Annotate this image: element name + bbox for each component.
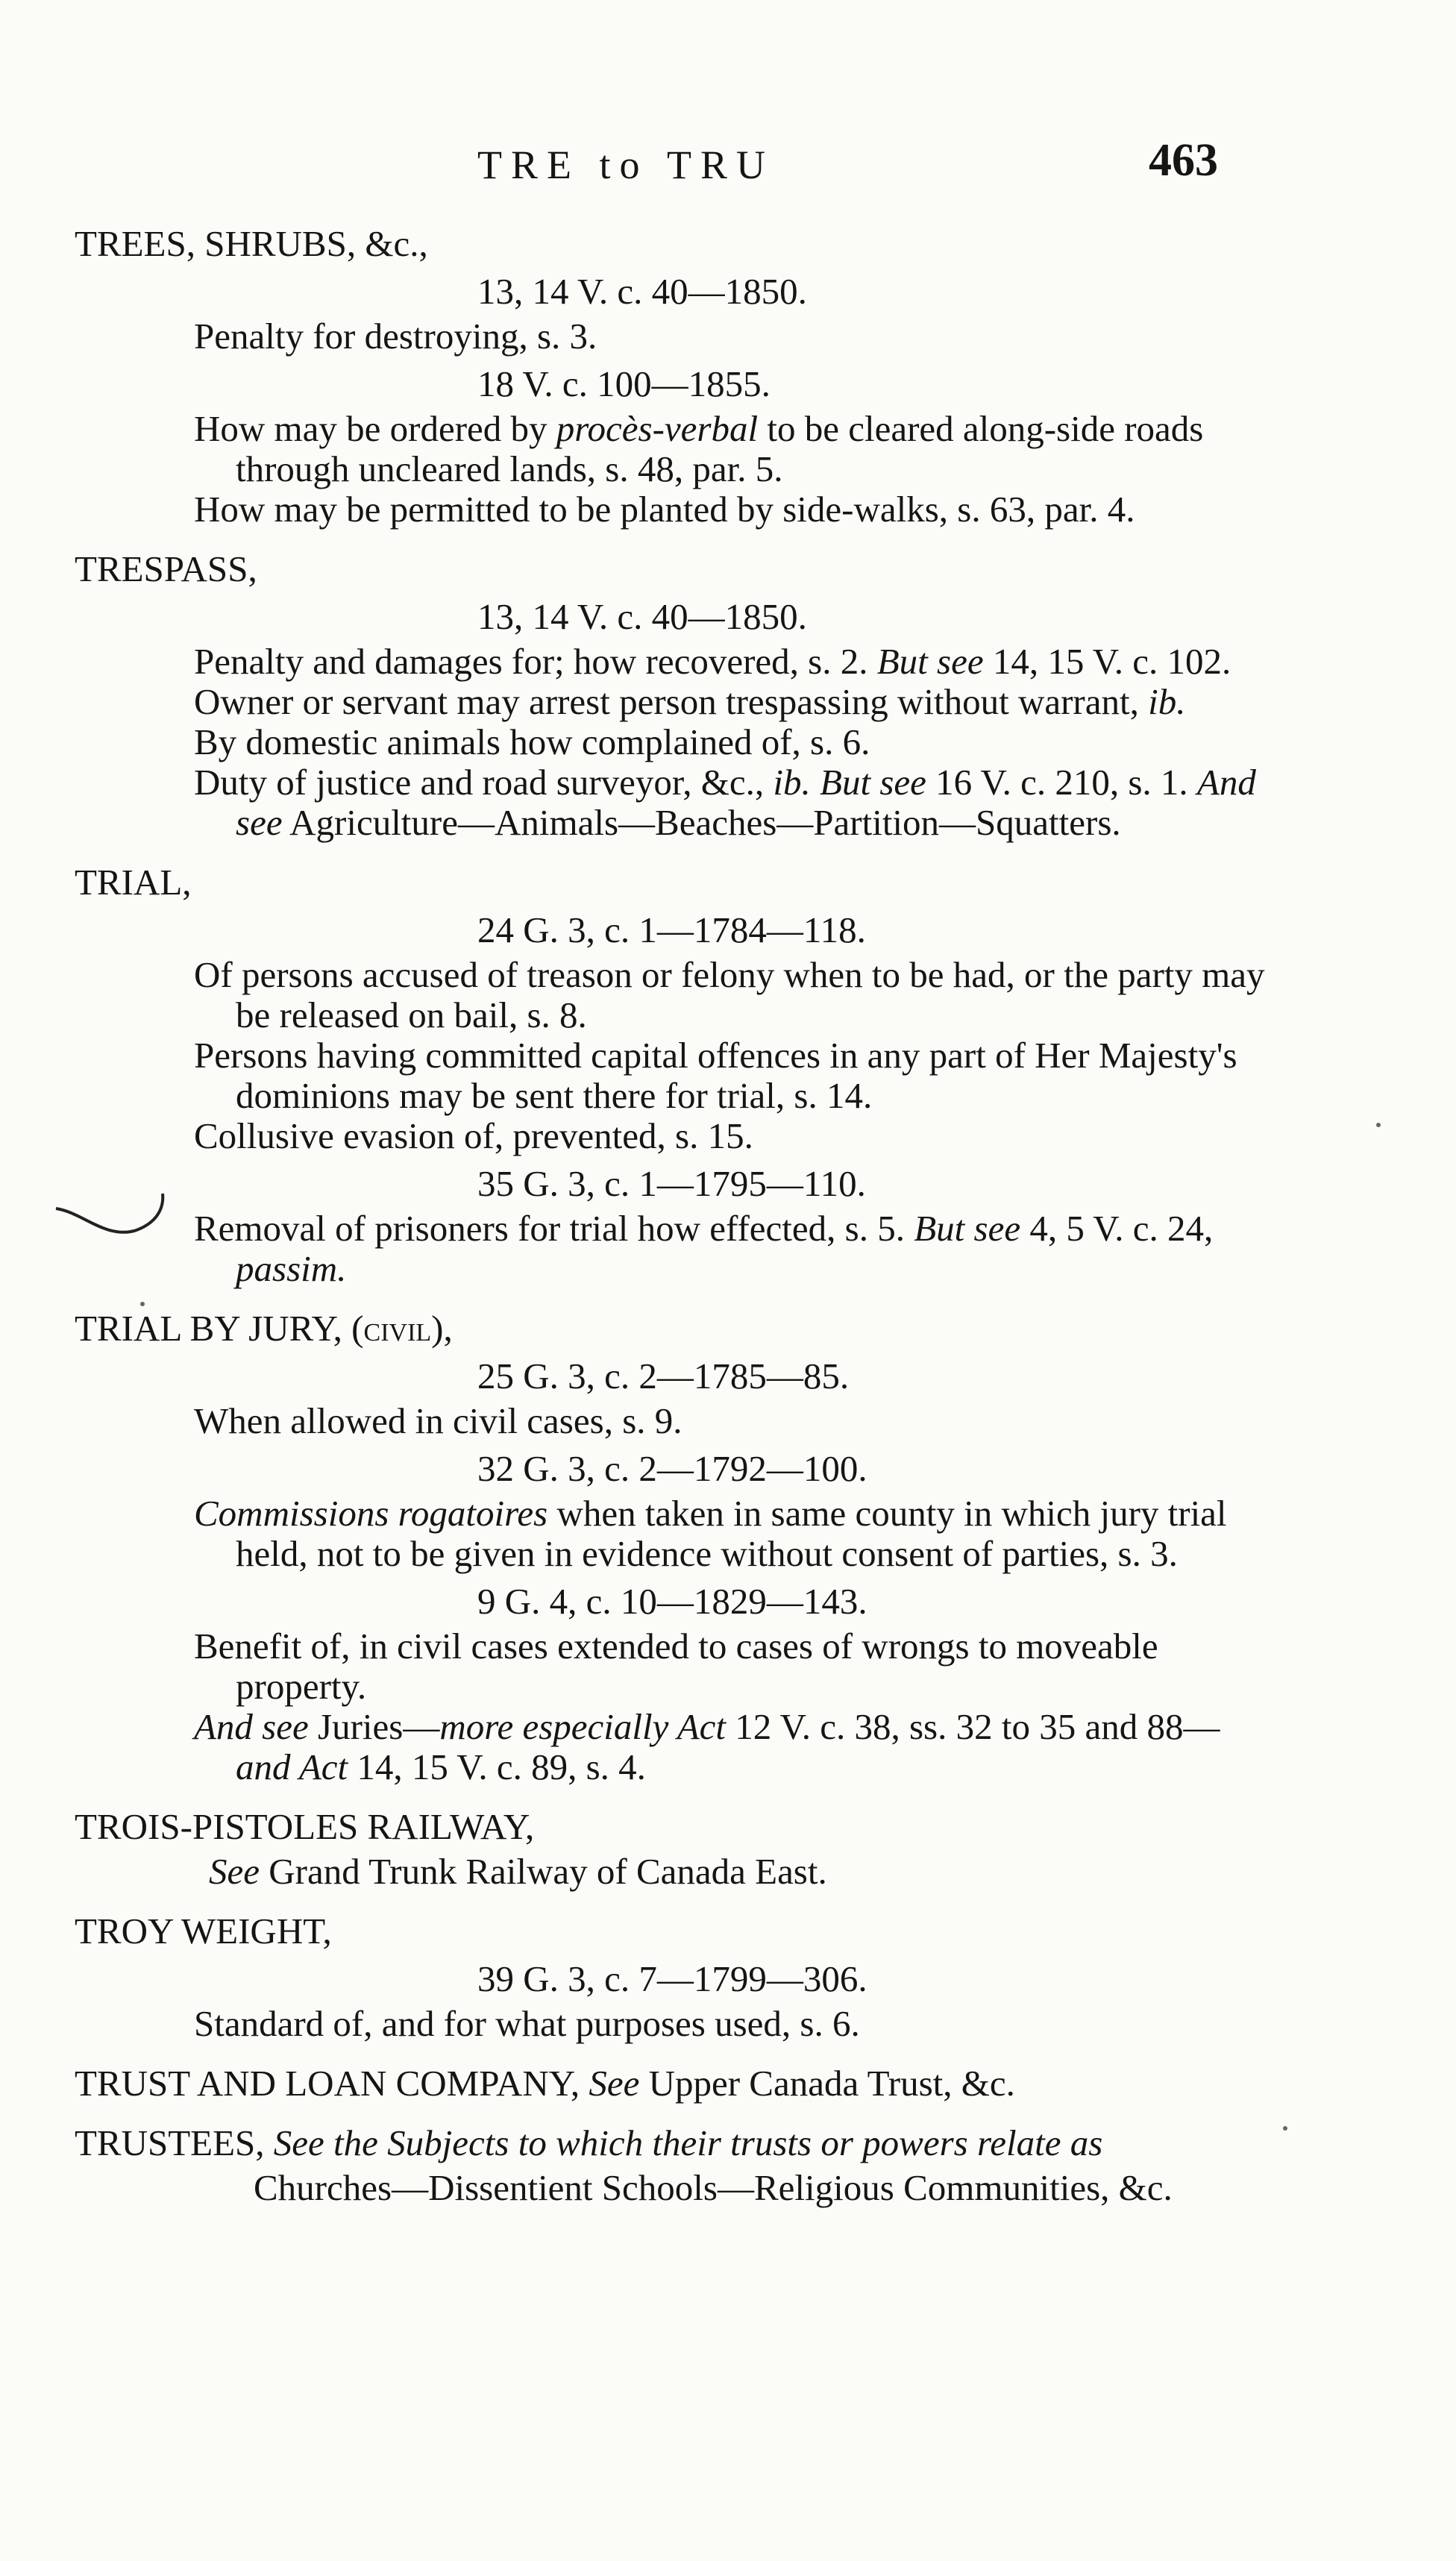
entry-heading: TRIAL BY JURY, (civil), [75, 1308, 453, 1349]
entry-trees [75, 224, 1268, 530]
entry-item: Standard of, and for what purposes used, s. 6. [194, 2003, 860, 2044]
entry-item: And see Juries—more especially Act 12 V. c. 38, ss. 32 to 35 and 88—and Act 14, 15 V. c. 89, s. 4. [194, 1706, 1220, 1787]
entry-item: Removal of prisoners for trial how effected, s. 5. But see 4, 5 V. c. 24, passim. [194, 1208, 1214, 1289]
statute-reference: 35 G. 3, c. 1—1795—110. [477, 1163, 866, 1204]
ink-speck [1376, 1123, 1381, 1127]
entry-item: Persons having committed capital offences in any part of Her Majesty's dominions may be sent there for trial, s. 14. [194, 1035, 1237, 1116]
statute-reference: 18 V. c. 100—1855. [477, 363, 771, 404]
statute-reference: 39 G. 3, c. 7—1799—306. [477, 1958, 867, 1999]
ink-speck [1283, 2126, 1287, 2131]
entry-item: Penalty for destroying, s. 3. [194, 316, 597, 357]
entry-item: Commissions rogatoires when taken in same county in which jury trial held, not to be given in evidence without consent of parties, s. 3. [194, 1493, 1227, 1574]
entry-trial-by-jury [75, 1308, 1268, 1787]
statute-reference: 9 G. 4, c. 10—1829—143. [477, 1581, 867, 1622]
entry-trois-pistoles-railway [75, 1807, 1268, 1892]
entry-trust-and-loan-company [75, 2063, 1268, 2104]
entry-item: Collusive evasion of, prevented, s. 15. [194, 1115, 753, 1156]
page-number: 463 [1149, 135, 1218, 186]
entry-troy-weight [75, 1911, 1268, 2044]
statute-reference: 32 G. 3, c. 2—1792—100. [477, 1448, 867, 1489]
entry-item: Penalty and damages for; how recovered, s. 2. But see 14, 15 V. c. 102. [194, 641, 1231, 682]
entry-heading-continued: Churches—Dissentient Schools—Religious Communities, &c. [254, 2167, 1173, 2208]
entry-heading: TREES, SHRUBS, &c., [75, 223, 428, 264]
statute-reference: 25 G. 3, c. 2—1785—85. [477, 1355, 850, 1397]
entry-heading: TRUST AND LOAN COMPANY, See Upper Canada Trust, &c. [75, 2063, 1015, 2104]
statute-reference: 13, 14 V. c. 40—1850. [477, 596, 807, 637]
entry-trustees [75, 2123, 1268, 2208]
entry-heading: TROY WEIGHT, [75, 1910, 332, 1952]
entry-item: By domestic animals how complained of, s. 6. [194, 721, 870, 762]
entry-trespass [75, 549, 1268, 843]
running-head [0, 112, 1456, 187]
entry-heading: TROIS-PISTOLES RAILWAY, [75, 1806, 535, 1847]
entry-item: Of persons accused of treason or felony when to be had, or the party may be released on bail, s. 8. [194, 954, 1265, 1035]
statute-reference: 13, 14 V. c. 40—1850. [477, 271, 807, 312]
entry-heading: TRUSTEES, See the Subjects to which their trusts or powers relate as [75, 2122, 1103, 2163]
entry-item: How may be permitted to be planted by side-walks, s. 63, par. 4. [194, 489, 1135, 530]
see-reference: See Grand Trunk Railway of Canada East. [209, 1851, 827, 1892]
entry-heading: TRESPASS, [75, 548, 257, 589]
entry-item: Owner or servant may arrest person trespassing without warrant, ib. [194, 681, 1186, 722]
statute-reference: 24 G. 3, c. 1—1784—118. [477, 909, 866, 950]
running-title: TRE to TRU [477, 142, 775, 187]
entry-item: When allowed in civil cases, s. 9. [194, 1400, 682, 1441]
entry-heading: TRIAL, [75, 862, 192, 903]
index-entries [75, 224, 1268, 2228]
entry-item: Duty of justice and road surveyor, &c., ib. But see 16 V. c. 210, s. 1. And see Agriculture—Animals—Beaches—Partition—Squatters. [194, 762, 1256, 843]
entry-item: Benefit of, in civil cases extended to cases of wrongs to moveable property. [194, 1626, 1158, 1707]
entry-item: How may be ordered by procès-verbal to be cleared along-side roads through uncleared lands, s. 48, par. 5. [194, 408, 1204, 489]
entry-trial [75, 862, 1268, 1289]
